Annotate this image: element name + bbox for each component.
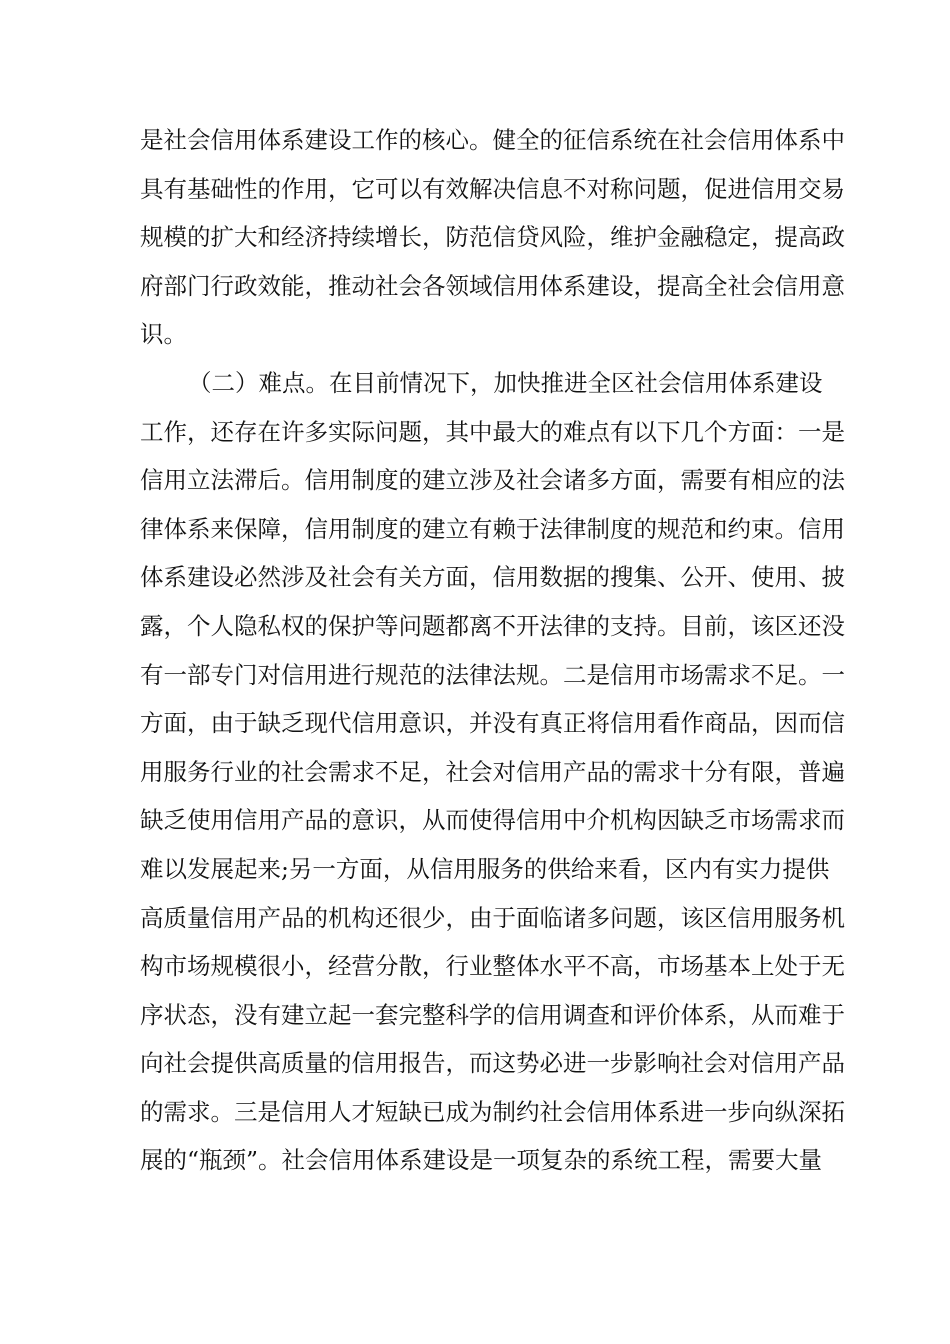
text-line: 高质量信用产品的机构还很少，由于面临诸多问题，该区信用服务机 (140, 903, 845, 932)
section-heading-line: （二）难点。在目前情况下，加快推进全区社会信用体系建设 (188, 368, 823, 397)
text-line: 是社会信用体系建设工作的核心。健全的征信系统在社会信用体系中 (140, 126, 845, 154)
text-line: 方面，由于缺乏现代信用意识，并没有真正将信用看作商品，因而信 (140, 709, 845, 738)
text-line: 有一部专门对信用进行规范的法律法规。二是信用市场需求不足。一 (140, 660, 845, 689)
text-line: 律体系来保障，信用制度的建立有赖于法律制度的规范和约束。信用 (140, 514, 845, 543)
text-line: 用服务行业的社会需求不足，社会对信用产品的需求十分有限，普遍 (140, 757, 845, 786)
text-line: 工作，还存在许多实际问题，其中最大的难点有以下几个方面：一是 (140, 417, 845, 446)
text-line: 识。 (140, 320, 187, 349)
text-line: 序状态，没有建立起一套完整科学的信用调查和评价体系，从而难于 (140, 1000, 845, 1029)
text-line: 展的“瓶颈”。社会信用体系建设是一项复杂的系统工程，需要大量 (140, 1146, 823, 1175)
text-line: 难以发展起来;另一方面，从信用服务的供给来看，区内有实力提供 (140, 854, 830, 883)
text-line: 体系建设必然涉及社会有关方面，信用数据的搜集、公开、使用、披 (140, 563, 845, 592)
text-line: 府部门行政效能，推动社会各领域信用体系建设，提高全社会信用意 (140, 271, 845, 300)
text-line: 具有基础性的作用，它可以有效解决信息不对称问题，促进信用交易 (140, 174, 845, 203)
text-line: 的需求。三是信用人才短缺已成为制约社会信用体系进一步向纵深拓 (140, 1097, 845, 1126)
text-line: 向社会提供高质量的信用报告，而这势必进一步影响社会对信用产品 (140, 1049, 845, 1078)
text-line: 构市场规模很小，经营分散，行业整体水平不高，市场基本上处于无 (140, 952, 845, 981)
text-line: 缺乏使用信用产品的意识，从而使得信用中介机构因缺乏市场需求而 (140, 806, 845, 835)
body-text (140, 116, 845, 1185)
text-line: 规模的扩大和经济持续增长，防范信贷风险，维护金融稳定，提高政 (140, 223, 845, 252)
text-line: 信用立法滞后。信用制度的建立涉及社会诸多方面，需要有相应的法 (140, 466, 845, 495)
text-line: 露，个人隐私权的保护等问题都离不开法律的支持。目前，该区还没 (140, 611, 845, 640)
